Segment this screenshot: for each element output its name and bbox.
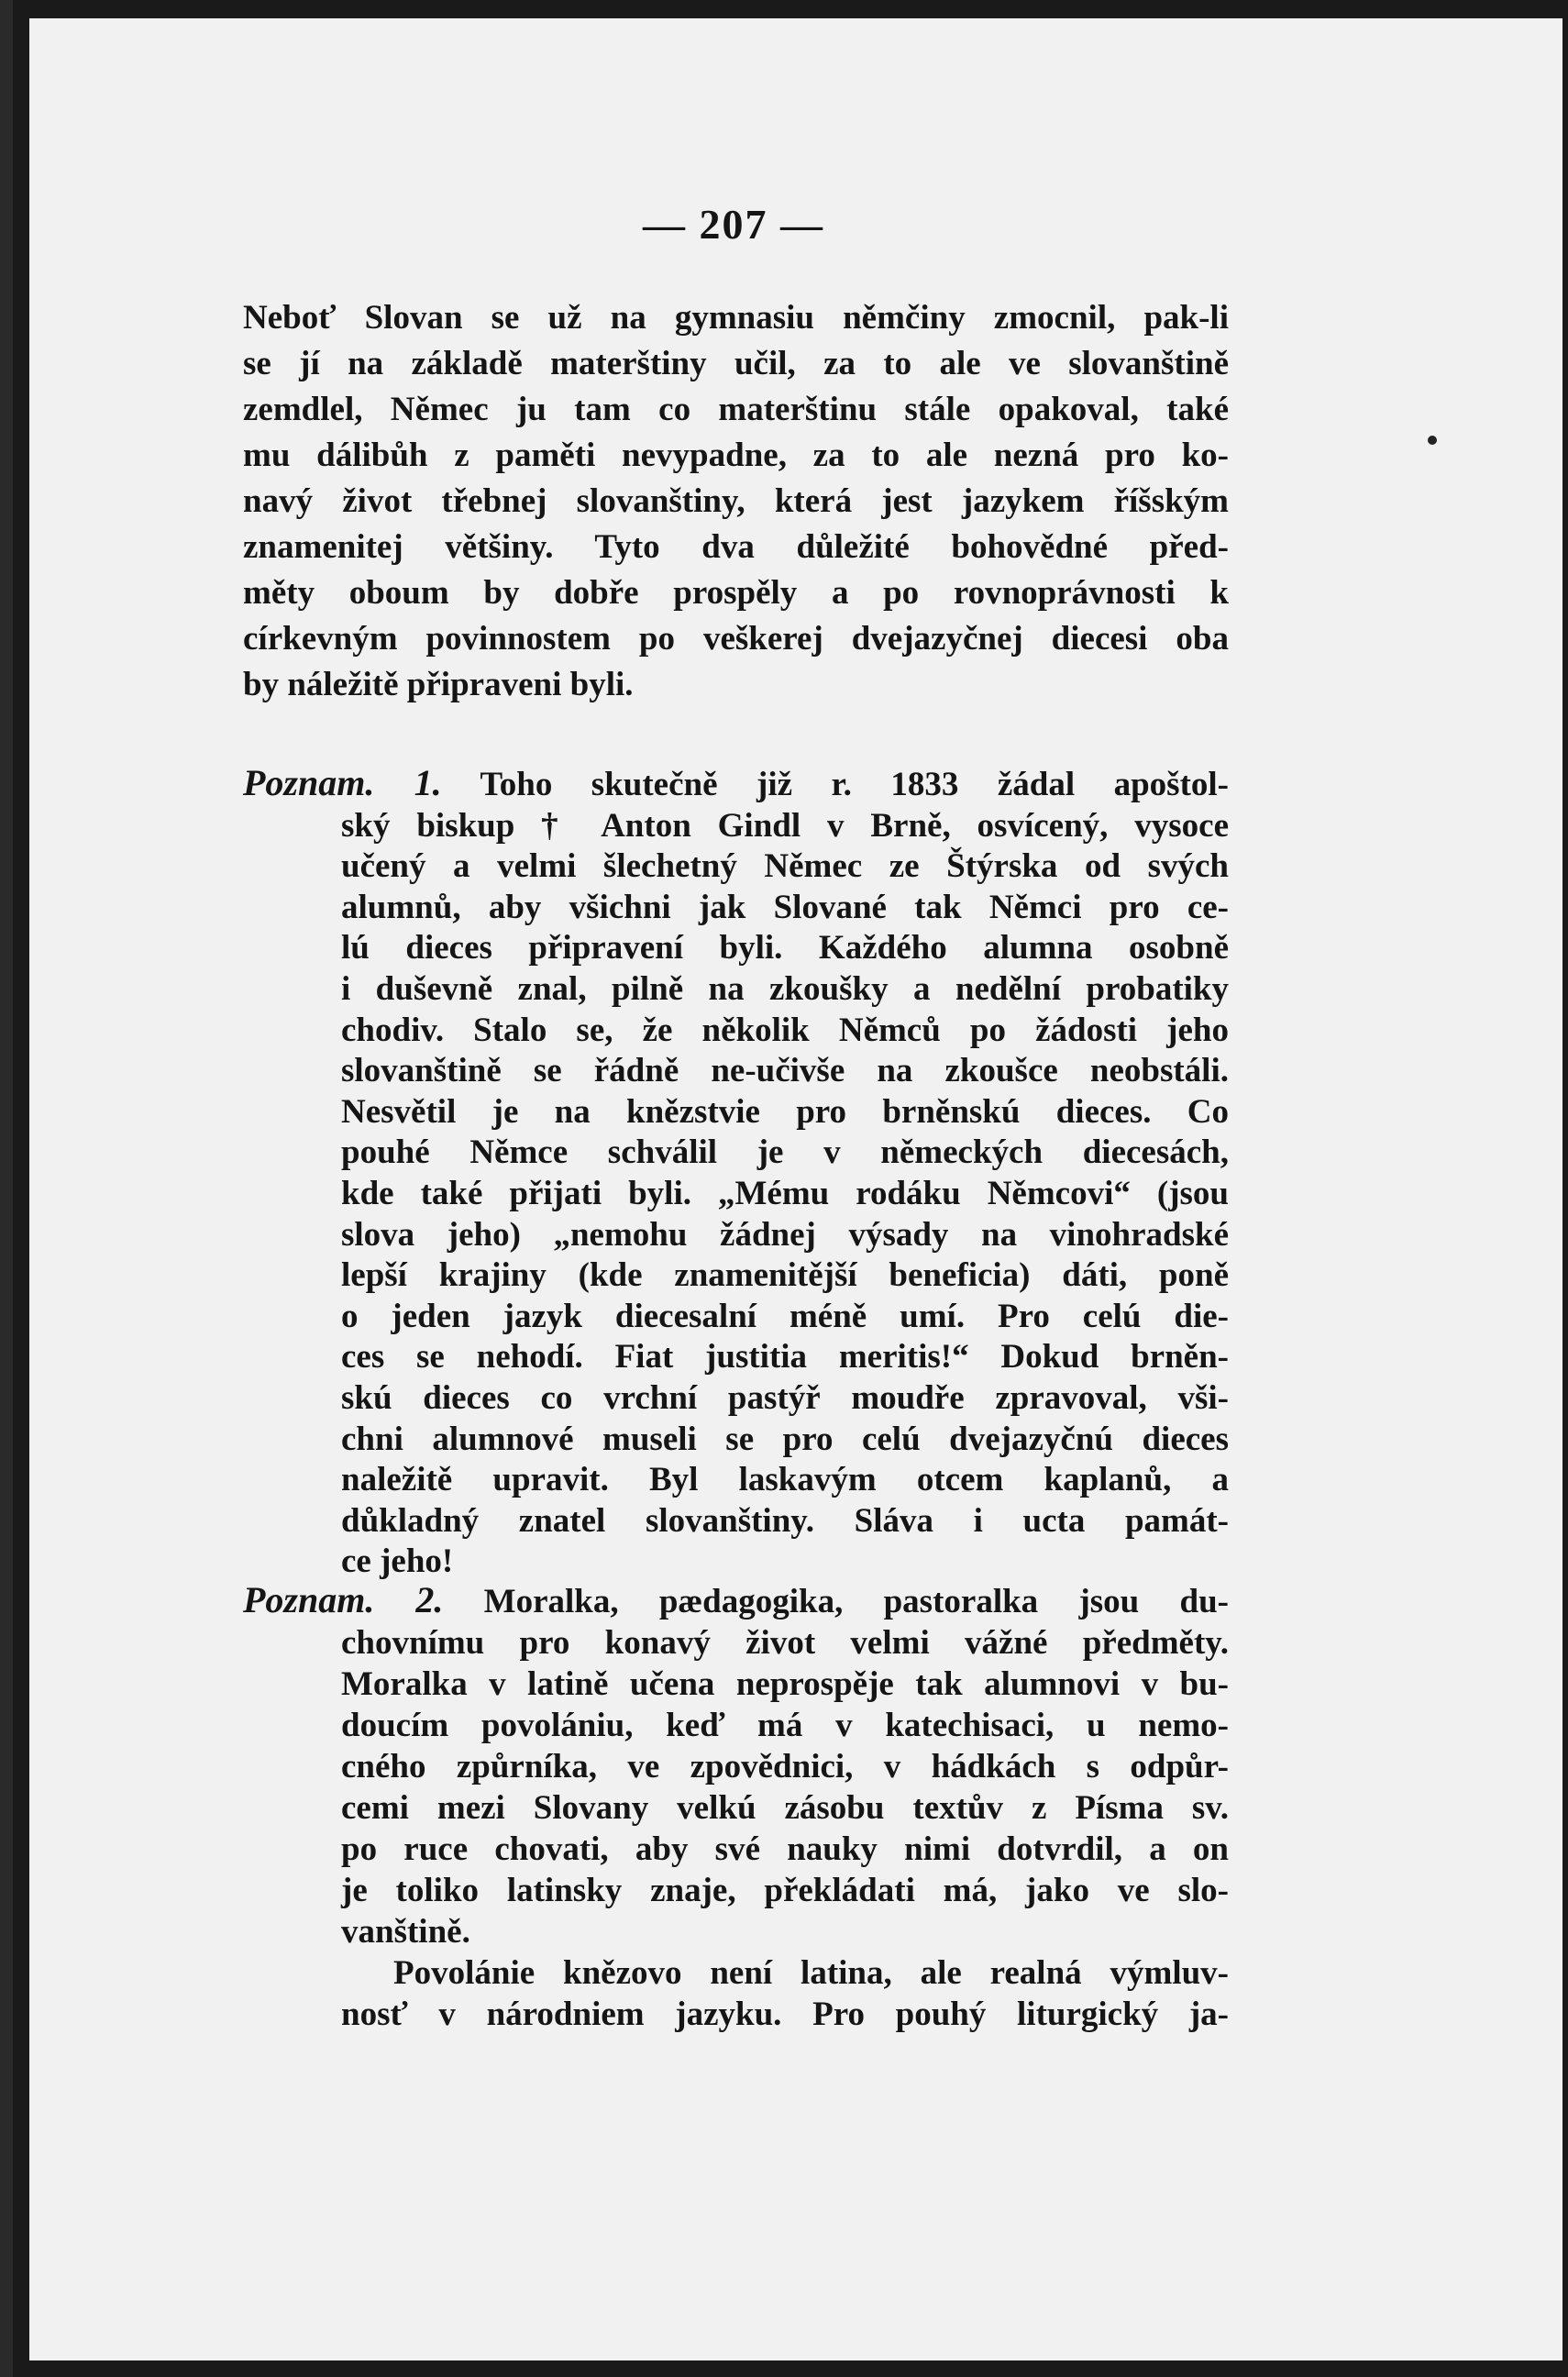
note-1-first-text: Toho skutečně již r. 1833 žádal apoštol- xyxy=(480,766,1229,803)
note-1-line: naležitě upravit. Byl laskavým otcem kaplanů, a xyxy=(341,1461,1229,1499)
note-1-line: pouhé Němce schválil je v německých diecesách, xyxy=(341,1133,1229,1172)
note-2-paragraph-2-line: nosť v národniem jazyku. Pro pouhý liturgický ja- xyxy=(341,1996,1229,2033)
stray-ink-mark xyxy=(1428,436,1437,445)
main-line: měty oboum by dobře prospěly a po rovnoprávnosti k xyxy=(243,574,1229,612)
note-1-line: důkladný znatel slovanštiny. Sláva i ucta památ- xyxy=(341,1501,1229,1540)
note-2-line: cemi mezi Slovany velkú zásobu textův z Písma sv. xyxy=(341,1789,1229,1827)
note-1-line: učený a velmi šlechetný Němec ze Štýrska od svých xyxy=(341,847,1229,886)
note-2-body xyxy=(243,1622,1229,2035)
note-2-line: chovnímu pro konavý život velmi vážné předměty. xyxy=(341,1624,1229,1662)
note-1-line: o jeden jazyk diecesalní méně umí. Pro celú die- xyxy=(341,1297,1229,1335)
note-2-first-line xyxy=(243,1579,1229,1622)
note-2-paragraph-2-line: Povolánie knězovo není latina, ale realná výmluv- xyxy=(393,1954,1229,1992)
note-1-line: i duševně znal, pilně na zkoušky a nedělní probatiky xyxy=(341,969,1229,1008)
note-1-line: Nesvětil je na knězstvie pro brněnskú dieces. Co xyxy=(341,1092,1229,1131)
note-1-line: skú dieces co vrchní pastýř moudře zpravoval, vši- xyxy=(341,1378,1229,1417)
note-1-line: lú dieces připravení byli. Každého alumna osobně xyxy=(341,929,1229,967)
note-1-line: kde také přijati byli. „Mému rodáku Němcovi“ (jsou xyxy=(341,1174,1229,1212)
note-2-first-text: Moralka, pædagogika, pastoralka jsou du- xyxy=(483,1583,1229,1620)
note-1-line: slova jeho) „nemohu žádnej výsady na vinohradské xyxy=(341,1215,1229,1254)
scan-dark-edge xyxy=(0,0,13,2377)
note-1-line: chni alumnové museli se pro celú dvejazyčnú dieces xyxy=(341,1420,1229,1458)
note-1-line: alumnů, aby všichni jak Slované tak Němci pro ce- xyxy=(341,888,1229,926)
main-line: zemdlel, Němec ju tam co materštinu stále opakoval, také xyxy=(243,391,1229,428)
note-2-line: Moralka v latině učena neprospěje tak alumnovi v bu- xyxy=(341,1665,1229,1703)
note-1-line: ces se nehodí. Fiat justitia meritis!“ Dokud brněn- xyxy=(341,1338,1229,1376)
note-1-line: lepší krajiny (kde znamenitější beneficia) dáti, poně xyxy=(341,1256,1229,1295)
note-1 xyxy=(243,763,1229,1583)
main-paragraph xyxy=(243,295,1229,708)
main-line: navý život třebnej slovanštiny, která jest jazykem říšským xyxy=(243,482,1229,520)
note-1-line: ce jeho! xyxy=(341,1542,454,1581)
note-1-line: ský biskup † Anton Gindl v Brně, osvícený, vysoce xyxy=(341,806,1229,845)
note-2-line: je toliko latinsky znaje, překládati má, jako ve slo- xyxy=(341,1872,1229,1909)
page-number: — 207 — xyxy=(643,201,824,248)
note-2 xyxy=(243,1579,1229,2035)
note-1-body xyxy=(243,806,1229,1583)
note-1-first-line xyxy=(243,763,1229,806)
main-line: by náležitě připraveni byli. xyxy=(243,666,634,703)
main-line: se jí na základě materštiny učil, za to ale ve slovanštině xyxy=(243,345,1229,382)
note-1-label: Poznam. 1. xyxy=(243,762,442,803)
note-1-line: chodiv. Stalo se, že několik Němců po žádosti jeho xyxy=(341,1011,1229,1049)
main-line: znamenitej většiny. Tyto dva důležité bohovědné před- xyxy=(243,528,1229,566)
main-line: církevným povinnostem po veškerej dvejazyčnej diecesi oba xyxy=(243,620,1229,658)
note-2-line: vanštině. xyxy=(341,1913,470,1951)
note-2-line: po ruce chovati, aby své nauky nimi dotvrdil, a on xyxy=(341,1830,1229,1868)
note-1-line: slovanštině se řádně ne-učivše na zkoušce neobstáli. xyxy=(341,1052,1229,1090)
note-2-line: cného způrníka, ve zpovědnici, v hádkách s odpůr- xyxy=(341,1748,1229,1786)
main-line: mu dálibůh z paměti nevypadne, za to ale nezná pro ko- xyxy=(243,437,1229,474)
note-2-label: Poznam. 2. xyxy=(243,1579,444,1620)
note-2-line: doucím povolániu, keď má v katechisaci, u nemo- xyxy=(341,1707,1229,1744)
main-line: Neboť Slovan se už na gymnasiu němčiny zmocnil, pak-li xyxy=(243,299,1229,337)
